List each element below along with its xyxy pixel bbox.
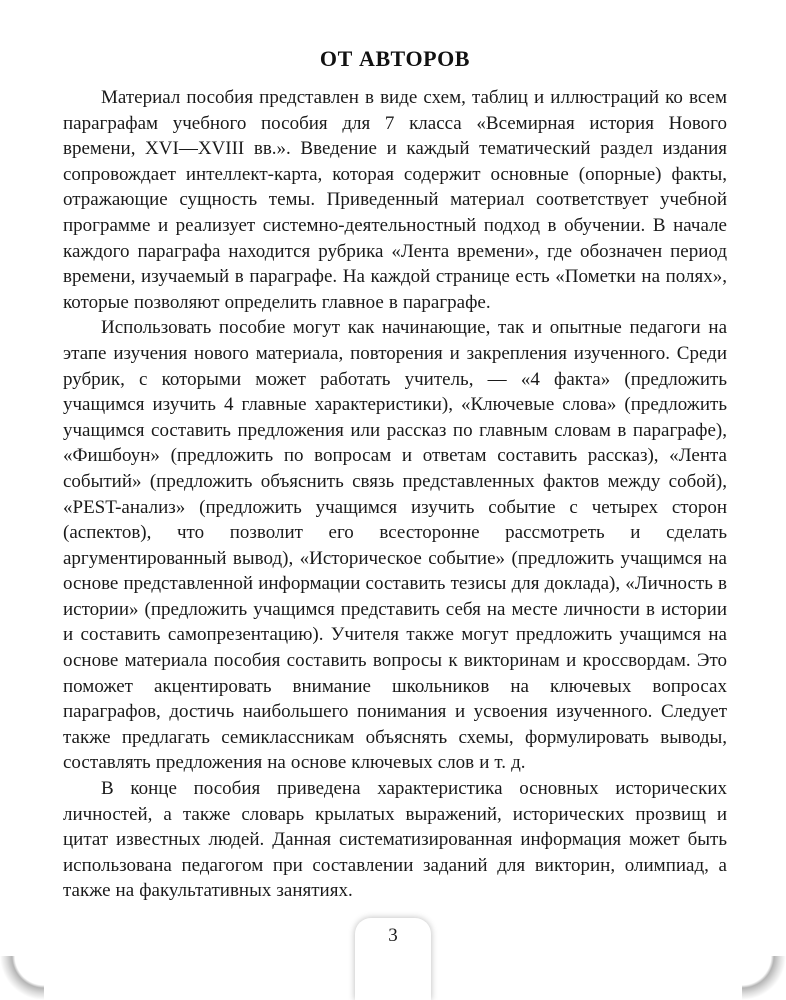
page-corner-left: [0, 956, 44, 1000]
text-block: [63, 85, 727, 904]
paragraph-usage: Использовать пособие могут как начинающие, так и опытные педагоги на этапе изучения нового материала, повторения и закрепления изученного. Среди рубрик, с которыми может работать учитель, — «4 факта» (предложить учащимся изучить 4 главные характеристики), «Ключевые слова» (предложить учащимся составить предложения или рассказ по главным словам в параграфе), «Фишбоун» (предложить по вопросам и ответам составить рассказ), «Лента событий» (предложить объяснить связь представленных фактов между собой), «PEST-анализ» (предложить учащимся изучить событие с четырех сторон (аспектов), что позволит его всесторонне рассмотреть и сделать аргументированный вывод), «Историческое событие» (предложить учащимся на основе представленной информации составить тезисы для доклада), «Личность в истории» (предложить учащимся представить себя на месте личности в истории и составить самопрезентацию). Учителя также могут предложить учащимся на основе материала пособия составить вопросы к викторинам и кроссвордам. Это поможет акцентировать внимание школьников на ключевых вопросах параграфов, достичь наибольшего понимания и усвоения изученного. Следует также предлагать семиклассникам объяснять схемы, формулировать выводы, составлять предложения на основе ключевых слов и т. д.: [63, 317, 727, 774]
paragraph-intro: Материал пособия представлен в виде схем, таблиц и иллюстраций ко всем параграфам учебного пособия для 7 класса «Всемирная история Нового времени, XVI—XVIII вв.». Введение и каждый тематический раздел издания сопровождает интеллект-карта, которая содержит основные (опорные) факты, отражающие сущность темы. Приведенный материал соответствует учебной программе и реализует системно-деятельностный подход в обучении. В начале каждого параграфа находится рубрика «Лента времени», где обозначен период времени, изучаемый в параграфе. На каждой странице есть «Пометки на полях», которые позволяют определить главное в параграфе.: [63, 87, 727, 313]
paragraph-appendix: В конце пособия приведена характеристика основных исторических личностей, а также словарь крылатых выражений, исторических прозвищ и цитат известных людей. Данная систематизированная информация может быть использована педагогом при составлении заданий для викторин, олимпиад, а также на факультативных занятиях.: [63, 778, 727, 902]
page-corner-right: [742, 956, 786, 1000]
page-number: 3: [388, 925, 398, 946]
page-title: ОТ АВТОРОВ: [319, 46, 471, 71]
page-number-tab: [355, 918, 431, 1000]
